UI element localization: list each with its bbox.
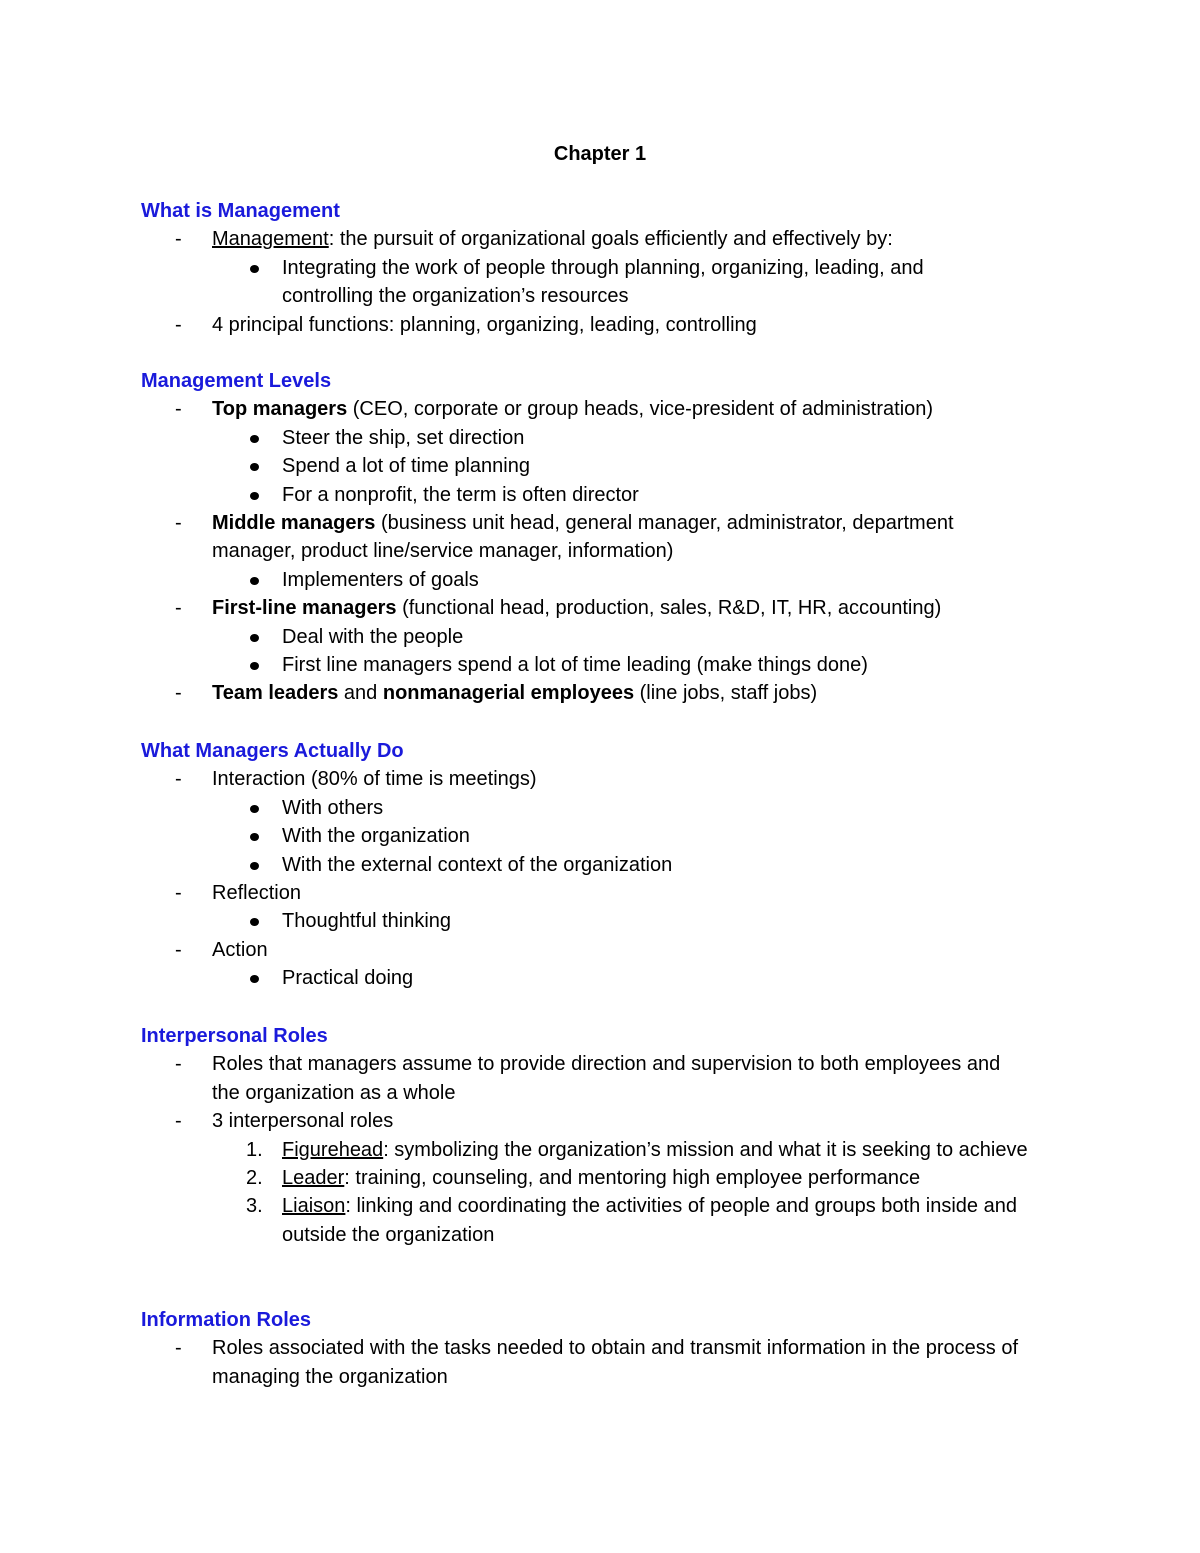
item-text: Deal with the people [282, 625, 464, 648]
dash-marker: - [175, 313, 182, 336]
bullet-item [141, 481, 1081, 509]
list-item [141, 879, 1081, 907]
section-heading: Management Levels [141, 370, 332, 392]
term: Management [212, 228, 329, 251]
numbered-item [141, 1164, 1081, 1192]
bullet-item [141, 822, 1081, 850]
section-what-managers-do [141, 737, 1081, 993]
bullet-item [141, 424, 1081, 452]
bullet-icon [250, 463, 259, 471]
item-text: (business unit head, general manager, administrator, department manager, product line/service manager, information) [212, 512, 954, 563]
term: Liaison [282, 1195, 346, 1218]
item-text: Roles that managers assume to provide direction and supervision to both employees and the organization as a whole [212, 1053, 1001, 1104]
item-text: With others [282, 796, 384, 819]
item-text: Integrating the work of people through planning, organizing, leading, and controlling the organization’s resources [282, 256, 924, 308]
bullet-item [141, 566, 1081, 594]
section-heading: What Managers Actually Do [141, 740, 404, 762]
dash-marker: - [175, 398, 182, 421]
term: Top managers [212, 398, 348, 421]
section-information-roles [141, 1306, 1081, 1391]
bullet-icon [250, 662, 259, 670]
item-number: 1. [246, 1138, 263, 1161]
item-text: First line managers spend a lot of time leading (make things done) [282, 654, 868, 677]
bullet-icon [250, 862, 259, 870]
dash-marker: - [175, 938, 182, 961]
item-text: 3 interpersonal roles [212, 1110, 394, 1133]
term: nonmanagerial employees [382, 682, 635, 705]
dash-marker: - [175, 597, 182, 620]
bullet-icon [250, 833, 259, 841]
term: Leader [282, 1167, 345, 1190]
dash-marker: - [175, 882, 182, 905]
bullet-item [141, 851, 1081, 879]
list-item [141, 1107, 1081, 1135]
bullet-icon [250, 805, 259, 813]
dash-marker: - [175, 1337, 182, 1360]
bullet-item [141, 907, 1081, 935]
item-text: and [338, 682, 383, 705]
item-number: 3. [246, 1195, 263, 1218]
numbered-item [141, 1136, 1062, 1164]
term: Team leaders [212, 682, 339, 705]
item-text: (functional head, production, sales, R&D, IT, HR, accounting) [396, 597, 942, 620]
item-text: Roles associated with the tasks needed to obtain and transmit information in the process of managing the organization [212, 1337, 1019, 1388]
item-text: With the organization [282, 825, 470, 848]
list-item [141, 1334, 1072, 1391]
term: First-line managers [212, 597, 397, 620]
bullet-item [141, 254, 1002, 311]
item-text: Practical doing [282, 967, 414, 990]
dash-marker: - [175, 768, 182, 791]
item-text: Thoughtful thinking [282, 910, 452, 933]
item-text: : the pursuit of organizational goals efficiently and effectively by: [328, 228, 893, 251]
bullet-item [141, 794, 1081, 822]
term: Middle managers [212, 512, 376, 535]
item-text: : symbolizing the organization’s mission and what it is seeking to achieve [383, 1138, 1028, 1161]
dash-marker: - [175, 1053, 182, 1076]
bullet-icon [250, 975, 259, 983]
section-heading: What is Management [141, 200, 340, 222]
item-number: 2. [246, 1167, 263, 1190]
list-item [141, 1050, 1032, 1107]
list-item [141, 509, 1022, 566]
dash-marker: - [175, 682, 182, 705]
item-text: Reflection [212, 882, 301, 905]
item-text: 4 principal functions: planning, organizing, leading, controlling [212, 313, 757, 336]
list-item [141, 765, 1081, 793]
item-text: For a nonprofit, the term is often director [282, 483, 639, 506]
list-item [141, 225, 972, 253]
item-text: Spend a lot of time planning [282, 455, 530, 478]
bullet-icon [250, 492, 259, 500]
section-interpersonal-roles [141, 1022, 1081, 1249]
list-item [141, 311, 1081, 339]
item-text: : linking and coordinating the activities of people and groups both inside and outside the organization [282, 1195, 1017, 1246]
bullet-icon [250, 265, 259, 273]
bullet-icon [250, 577, 259, 585]
list-item [141, 936, 1081, 964]
item-text: Implementers of goals [282, 568, 479, 591]
dash-marker: - [175, 512, 182, 535]
term: Figurehead [282, 1138, 384, 1161]
item-text: (line jobs, staff jobs) [634, 682, 818, 705]
numbered-item [141, 1192, 1082, 1249]
section-heading: Interpersonal Roles [141, 1025, 328, 1047]
bullet-icon [250, 634, 259, 642]
item-text: Action [212, 938, 268, 961]
bullet-item [141, 623, 1081, 651]
section-what-is-management [141, 197, 1081, 339]
bullet-item [141, 452, 1081, 480]
section-heading: Information Roles [141, 1309, 312, 1331]
item-text: : training, counseling, and mentoring high employee performance [344, 1167, 921, 1190]
bullet-icon [250, 435, 259, 443]
list-item [141, 395, 1081, 423]
dash-marker: - [175, 1110, 182, 1133]
bullet-item [141, 651, 1081, 679]
page-title: Chapter 1 [553, 143, 647, 165]
item-text: Interaction (80% of time is meetings) [212, 768, 537, 791]
item-text: With the external context of the organization [282, 853, 673, 876]
section-management-levels [141, 367, 1081, 708]
item-text: (CEO, corporate or group heads, vice-president of administration) [347, 398, 934, 421]
bullet-icon [250, 918, 259, 926]
bullet-item [141, 964, 1081, 992]
list-item [141, 594, 1081, 622]
dash-marker: - [175, 228, 182, 251]
item-text: Steer the ship, set direction [282, 426, 525, 449]
list-item [141, 679, 1081, 707]
